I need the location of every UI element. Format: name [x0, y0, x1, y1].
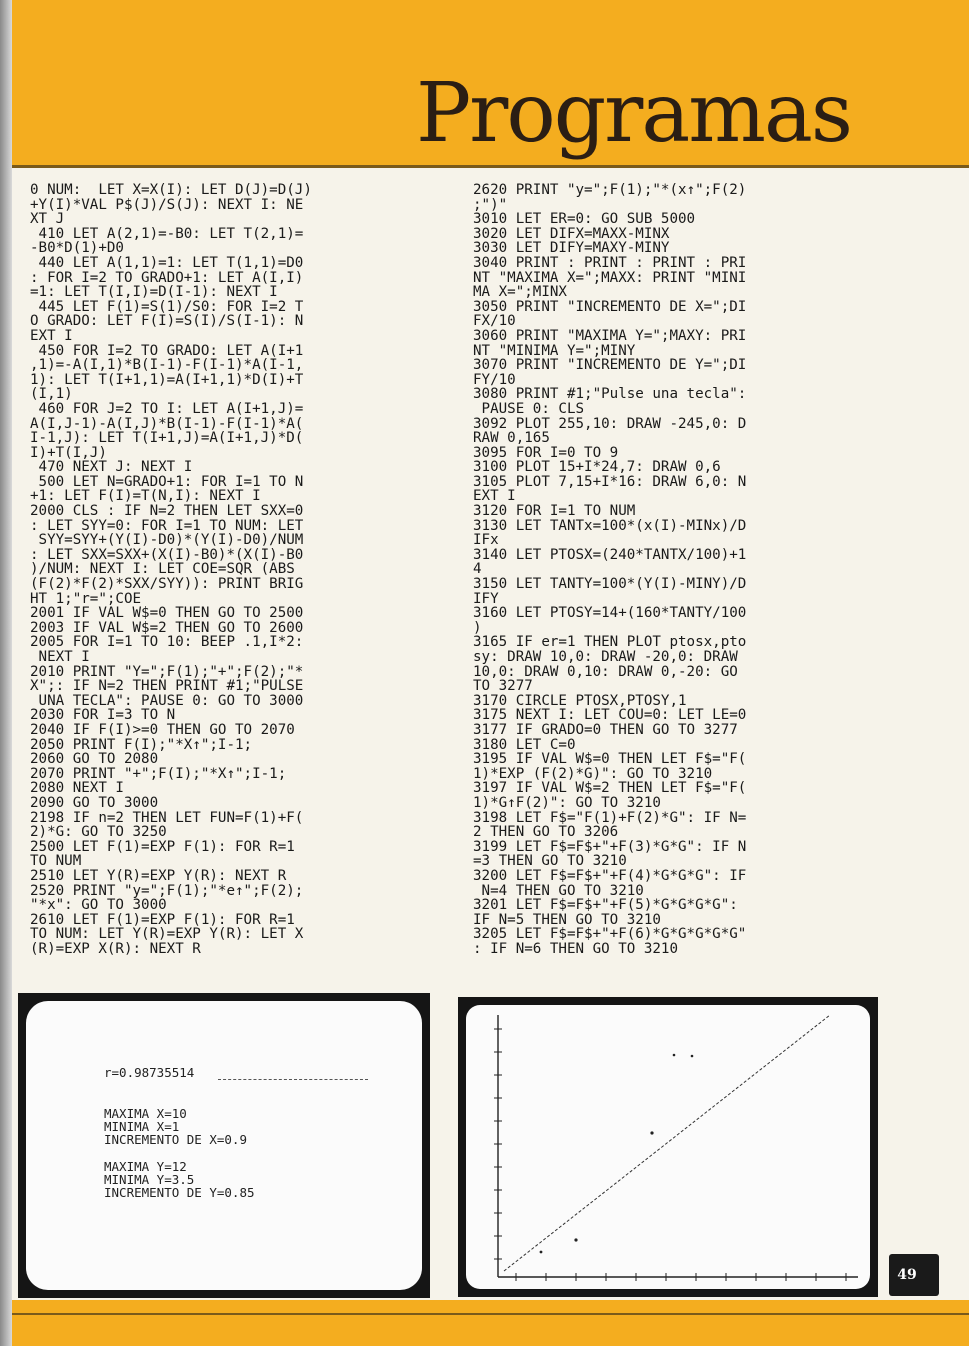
code-line: : FOR I=2 TO GRADO+1: LET A(I,I) [30, 269, 304, 286]
code-line: 3070 PRINT "INCREMENTO DE Y=";DI [473, 357, 747, 374]
page-number: 49 [897, 1267, 917, 1283]
code-line: HT 1;"r=";COE [30, 590, 142, 607]
code-line: -B0*D(1)+D0 [30, 240, 124, 257]
min-x-line: MINIMA X=1 [104, 1119, 180, 1134]
code-line: SYY=SYY+(Y(I)-D0)*(Y(I)-D0)/NUM [30, 532, 304, 549]
code-line: 2001 IF VAL W$=0 THEN GO TO 2500 [30, 605, 304, 622]
page-edge [0, 0, 12, 1346]
data-point [650, 1131, 653, 1134]
code-line: 3105 PLOT 7,15+I*16: DRAW 6,0: N [473, 473, 747, 490]
code-line: 2510 LET Y(R)=EXP Y(R): NEXT R [30, 867, 287, 884]
code-line: 2 THEN GO TO 3206 [473, 824, 619, 841]
dotted-line [218, 1079, 368, 1080]
code-line: EXT I [30, 327, 73, 344]
listing-left-column [30, 183, 440, 956]
code-line: +1: LET F(I)=T(N,I): NEXT I [30, 488, 261, 505]
code-line: 1)*EXP (F(2)*G)": GO TO 3210 [473, 765, 713, 782]
code-line: 3130 LET TANTx=100*(x(I)-MINx)/D [473, 517, 747, 534]
max-x-line: MAXIMA X=10 [104, 1106, 187, 1121]
regression-plot [466, 1005, 870, 1289]
code-line: RAW 0,165 [473, 430, 550, 447]
code-line: : IF N=6 THEN GO TO 3210 [473, 940, 678, 957]
page-number-box [889, 1254, 939, 1296]
code-line: TO 3277 [473, 678, 533, 695]
code-line: 3050 PRINT "INCREMENTO DE X=";DI [473, 298, 747, 315]
code-line: 2090 GO TO 3000 [30, 794, 159, 811]
code-line: 2610 LET F(1)=EXP F(1): FOR R=1 [30, 911, 295, 928]
code-line: "*x": GO TO 3000 [30, 897, 167, 914]
code-line: 3160 LET PTOSY=14+(160*TANTY/100 [473, 605, 747, 622]
code-line: IFY [473, 590, 499, 607]
code-line: (R)=EXP X(R): NEXT R [30, 940, 201, 957]
code-line: 2005 FOR I=1 TO 10: BEEP .1,I*2: [30, 634, 304, 651]
code-line: NT "MAXIMA X=";MAXX: PRINT "MINI [473, 269, 747, 286]
code-line: 2010 PRINT "Y=";F(1);"+";F(2);"* [30, 663, 304, 680]
code-line: (F(2)*F(2)*SXX/SYY)): PRINT BRIG [30, 576, 304, 593]
header-rule [12, 165, 969, 168]
code-line: 3140 LET PTOSX=(240*TANTX/100)+1 [473, 546, 747, 563]
code-line: 3199 LET F$=F$+"+F(3)*G*G": IF N [473, 838, 747, 855]
code-line: N=4 THEN GO TO 3210 [473, 882, 644, 899]
footer-rule [12, 1313, 969, 1315]
code-line: 410 LET A(2,1)=-B0: LET T(2,1)= [30, 225, 304, 242]
regression-line [504, 1015, 830, 1271]
inc-y-line: INCREMENTO DE Y=0.85 [104, 1185, 255, 1200]
code-line: 445 LET F(1)=S(1)/S0: FOR I=2 T [30, 298, 304, 315]
code-line: ;")" [473, 196, 508, 213]
code-line: X";: IF N=2 THEN PRINT #1;"PULSE [30, 678, 304, 695]
code-line: TO NUM: LET Y(R)=EXP Y(R): LET X [30, 926, 304, 943]
code-line: 3010 LET ER=0: GO SUB 5000 [473, 211, 696, 228]
code-line: ) [473, 619, 482, 636]
footer-band [12, 1300, 969, 1346]
code-line: (I,1) [30, 386, 73, 403]
code-line: 3170 CIRCLE PTOSX,PTOSY,1 [473, 692, 687, 709]
code-line: 2520 PRINT "y=";F(1);"*e↑";F(2); [30, 882, 304, 899]
code-line: 3180 LET C=0 [473, 736, 576, 753]
code-line: 2003 IF VAL W$=2 THEN GO TO 2600 [30, 619, 304, 636]
code-line: 3165 IF er=1 THEN PLOT ptosx,pto [473, 634, 747, 651]
code-line: : LET SXX=SXX+(X(I)-B0)*(X(I)-B0 [30, 546, 304, 563]
code-line: IFx [473, 532, 499, 549]
section-title: Programas [415, 66, 851, 161]
code-line: 460 FOR J=2 TO I: LET A(I+1,J)= [30, 400, 304, 417]
code-line: 3197 IF VAL W$=2 THEN LET F$="F( [473, 780, 747, 797]
inc-x-line: INCREMENTO DE X=0.9 [104, 1132, 247, 1147]
code-line: 2040 IF F(I)>=0 THEN GO TO 2070 [30, 721, 295, 738]
code-line: 3060 PRINT "MAXIMA Y=";MAXY: PRI [473, 327, 747, 344]
code-line: I)+T(I,J) [30, 444, 107, 461]
code-line: 3095 FOR I=0 TO 9 [473, 444, 619, 461]
code-line: A(I,J-1)-A(I,J)*B(I-1)-F(I-1)*A( [30, 415, 304, 432]
code-line: EXT I [473, 488, 516, 505]
code-line: 2070 PRINT "+";F(I);"*X↑";I-1; [30, 765, 287, 782]
code-line: 4 [473, 561, 482, 578]
code-line: UNA TECLA": PAUSE 0: GO TO 3000 [30, 692, 304, 709]
plot-display [466, 1005, 870, 1289]
correlation-line: r=0.98735514 [104, 1065, 195, 1080]
code-line: sy: DRAW 10,0: DRAW -20,0: DRAW [473, 649, 738, 665]
code-line: 3150 LET TANTY=100*(Y(I)-MINY)/D [473, 576, 747, 593]
code-line: +Y(I)*VAL P$(J)/S(J): NEXT I: NE [30, 196, 304, 213]
code-line: FX/10 [473, 313, 516, 330]
data-point [691, 1055, 694, 1058]
code-line: =3 THEN GO TO 3210 [473, 853, 627, 870]
code-line: 3201 LET F$=F$+"+F(5)*G*G*G*G": [473, 897, 738, 914]
code-line: 440 LET A(1,1)=1: LET T(1,1)=D0 [30, 254, 304, 271]
code-line: NT "MINIMA Y=";MINY [473, 342, 636, 359]
code-line: 3198 LET F$="F(1)+F(2)*G": IF N= [473, 809, 747, 826]
code-line: 3040 PRINT : PRINT : PRINT : PRI [473, 254, 747, 271]
screenshot-plot [458, 997, 878, 1297]
data-point [673, 1054, 676, 1057]
code-line: 470 NEXT J: NEXT I [30, 459, 193, 476]
code-line: 3200 LET F$=F$+"+F(4)*G*G*G": IF [473, 867, 747, 884]
code-line: I-1,J): LET T(I+1,J)=A(I+1,J)*D( [30, 430, 304, 447]
code-line: TO NUM [30, 853, 82, 870]
code-line: IF N=5 THEN GO TO 3210 [473, 911, 661, 928]
code-line: 3120 FOR I=1 TO NUM [473, 503, 636, 520]
code-line: 500 LET N=GRADO+1: FOR I=1 TO N [30, 473, 304, 490]
code-line: O GRADO: LET F(I)=S(I)/S(I-1): N [30, 313, 304, 330]
code-line: PAUSE 0: CLS [473, 400, 585, 417]
code-line: 450 FOR I=2 TO GRADO: LET A(I+1 [30, 342, 304, 359]
code-line: 3030 LET DIFY=MAXY-MINY [473, 240, 670, 257]
code-line: 2080 NEXT I [30, 780, 124, 797]
code-line: ,1)=-A(I,1)*B(I-1)-F(I-1)*A(I-1, [30, 357, 304, 374]
code-line: 2620 PRINT "y=";F(1);"*(x↑";F(2) [473, 182, 747, 198]
code-line: 1)*G↑F(2)": GO TO 3210 [473, 794, 661, 811]
code-line: 2)*G: GO TO 3250 [30, 824, 167, 841]
code-line: 3195 IF VAL W$=0 THEN LET F$="F( [473, 751, 747, 768]
min-y-line: MINIMA Y=3.5 [104, 1172, 195, 1187]
code-line: 2030 FOR I=3 TO N [30, 707, 176, 724]
code-line: 3020 LET DIFX=MAXX-MINX [473, 225, 670, 242]
data-point [574, 1238, 577, 1241]
code-line: XT J [30, 211, 65, 228]
code-line: 0 NUM: LET X=X(I): LET D(J)=D(J) [30, 182, 312, 198]
listing-right-column [473, 183, 903, 956]
code-line: 3092 PLOT 255,10: DRAW -245,0: D [473, 415, 747, 432]
code-line: 3175 NEXT I: LET COU=0: LET LE=0 [473, 707, 747, 724]
code-line: FY/10 [473, 371, 516, 388]
code-line: =1: LET T(I,I)=D(I-1): NEXT I [30, 284, 278, 301]
code-line: 1): LET T(I+1,1)=A(I+1,1)*D(I)+T [30, 371, 304, 388]
code-line: NEXT I [30, 649, 90, 665]
code-line: 3100 PLOT 15+I*24,7: DRAW 0,6 [473, 459, 721, 476]
code-line: 3205 LET F$=F$+"+F(6)*G*G*G*G*G" [473, 926, 747, 943]
code-line: 2198 IF n=2 THEN LET FUN=F(1)+F( [30, 809, 304, 826]
code-line: 2050 PRINT F(I);"*X↑";I-1; [30, 736, 253, 753]
code-line: : LET SYY=0: FOR I=1 TO NUM: LET [30, 517, 304, 534]
data-point [540, 1251, 543, 1254]
screen-display [26, 1001, 422, 1290]
code-line: 2500 LET F(1)=EXP F(1): FOR R=1 [30, 838, 295, 855]
code-line: 2060 GO TO 2080 [30, 751, 159, 768]
code-line: 3177 IF GRADO=0 THEN GO TO 3277 [473, 721, 738, 738]
max-y-line: MAXIMA Y=12 [104, 1159, 187, 1174]
code-line: 2000 CLS : IF N=2 THEN LET SXX=0 [30, 503, 304, 520]
code-line: MA X=";MINX [473, 284, 567, 301]
code-line: 3080 PRINT #1;"Pulse una tecla": [473, 386, 747, 403]
code-line: )/NUM: NEXT I: LET COE=SQR (ABS [30, 561, 295, 578]
code-line: 10,0: DRAW 0,10: DRAW 0,-20: GO [473, 663, 738, 680]
screenshot-results [18, 993, 430, 1298]
